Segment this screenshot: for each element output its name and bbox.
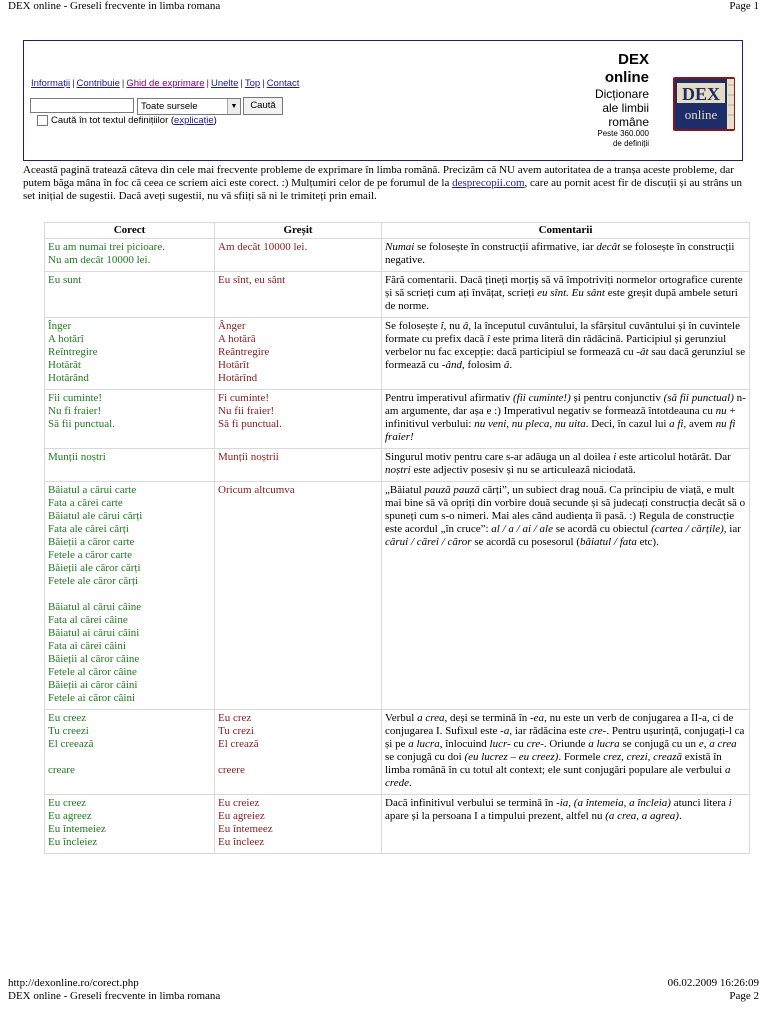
cell-corect xyxy=(45,449,215,482)
forum-link[interactable]: desprecopii.com xyxy=(452,177,525,189)
comment-text: Singurul motiv pentru care s-ar adăuga un al doilea xyxy=(385,451,614,463)
wrong-form: Eu sînt, eu sânt xyxy=(218,274,286,286)
nav-link-contribuie[interactable]: Contribuie xyxy=(76,78,120,89)
comment-text: , nu este un verb de conjugarea a II-a, ci de conjugarea I. Sufixul este xyxy=(385,712,734,737)
brand-count-1: Peste 360.000 xyxy=(597,129,649,138)
print-title: DEX online - Greseli frecvente in limba romana xyxy=(8,0,221,12)
comment-emphasis: crez, crezi, crează xyxy=(603,751,683,763)
comment-text: Se folosește xyxy=(385,320,441,332)
wrong-form: Reântregire xyxy=(218,346,270,358)
comment-text: . Formele xyxy=(558,751,604,763)
cell-corect xyxy=(45,390,215,449)
cell-comentarii xyxy=(382,272,750,318)
table-row xyxy=(45,710,750,795)
comment-text: , xyxy=(703,738,710,750)
comment-text: , iar rădăcina este xyxy=(509,725,590,737)
comment-text: se acordă cu posesorul ( xyxy=(471,536,580,548)
cell-comentarii xyxy=(382,318,750,390)
comment-text: apare și la persoana I a timpului prezent, altfel nu xyxy=(385,810,606,822)
cell-comentarii xyxy=(382,449,750,482)
correct-form: Tu creezi xyxy=(48,725,89,737)
cell-comentarii xyxy=(382,390,750,449)
comment-emphasis: eu sînt. Eu sânt xyxy=(537,287,605,299)
wrong-form: Am decât 10000 lei. xyxy=(218,241,308,253)
brand-sub-3: române xyxy=(608,115,649,129)
wrong-form: Nu fii fraier! xyxy=(218,405,275,417)
comment-text: . Pentru ușurință, conjugați-l ca și pe xyxy=(385,725,745,750)
comment-text: . xyxy=(678,810,682,822)
comment-emphasis: -ea xyxy=(530,712,545,724)
comment-text: este greșit după ambele seturi de norme. xyxy=(385,287,738,312)
comment-emphasis: (a crea, a agrea) xyxy=(605,810,679,822)
comment-text: există în limba română în cu totul alt context; ele sunt conjugări populare ale verbului xyxy=(385,751,725,776)
wrong-form: Să fi punctual. xyxy=(218,418,282,430)
comment-emphasis: al / a / ai / ale xyxy=(491,523,554,535)
correct-form: Fetele ai căror câini xyxy=(48,692,136,704)
comment-emphasis: pauză pauză xyxy=(424,484,480,496)
correct-form: Fetele a căror carte xyxy=(48,549,132,561)
comment-text: se folosește în construcții negative. xyxy=(385,241,735,266)
comment-text: Verbul xyxy=(385,712,418,724)
brand-count-2: de definiții xyxy=(612,139,649,148)
fulltext-checkbox[interactable] xyxy=(37,115,48,126)
search-input[interactable] xyxy=(30,98,134,113)
correct-form: Fata ai cărei câini xyxy=(48,640,126,652)
comment-emphasis: a lucra xyxy=(588,738,620,750)
cell-gresit xyxy=(215,482,382,710)
cell-corect xyxy=(45,272,215,318)
brand-sub-1: Dicționare xyxy=(594,87,649,101)
fulltext-option: Caută în tot textul definițiilor ( explicație ) xyxy=(37,115,217,126)
correct-form: Eu creez xyxy=(48,712,87,724)
cell-comentarii xyxy=(382,795,750,854)
comment-text: Dacă infinitivul verbului se termină în xyxy=(385,797,557,809)
correct-form: Eu am numai trei picioare. xyxy=(48,241,165,253)
cell-corect xyxy=(45,795,215,854)
comment-emphasis: cărui / cărei / căror xyxy=(385,536,472,548)
comment-emphasis: (fii cuminte!) xyxy=(513,392,571,404)
comment-text: Fără comentarii. Dacă țineți morțiș să vă împotriviți normelor ortografice curente și să scrieți cum ați învățat, scrieți xyxy=(385,274,743,299)
correct-form: Băiatul ale cărui cărți xyxy=(48,510,143,522)
comment-emphasis: -ând xyxy=(441,359,462,371)
correct-form: Băieții ale căror cărți xyxy=(48,562,141,574)
wrong-form xyxy=(218,751,378,764)
wrong-form: Eu încleez xyxy=(218,836,265,848)
comment-text: „Băiatul xyxy=(385,484,425,496)
comment-emphasis: decât xyxy=(596,241,621,253)
comment-emphasis: â xyxy=(462,320,469,332)
comment-emphasis: noștri xyxy=(385,464,411,476)
cell-corect xyxy=(45,482,215,710)
comment-emphasis: (să fii punctual) xyxy=(663,392,734,404)
search-button[interactable]: Caută xyxy=(243,97,283,115)
comment-emphasis: cre- xyxy=(526,738,544,750)
comment-text: , folosim xyxy=(461,359,504,371)
correct-form: Înger xyxy=(48,320,72,332)
page-number-bottom: Page 2 xyxy=(729,990,759,1002)
comment-text: , nu xyxy=(443,320,463,332)
top-nav: Informații | Contribuie | Ghid de exprimare | Unelte | Top | Contact xyxy=(31,78,300,89)
correct-form: Hotărât xyxy=(48,359,81,371)
table-row xyxy=(45,272,750,318)
intro-text-1: Această pagină tratează câteva din cele mai frecvente probleme de exprimare în limba română. Precizăm că NU avem autoritatea de a tranșa aceste probleme, dar putem băga mâna în foc că ceea ce scriem aici este corect. :) Mulțumiri celor de pe forumul de la xyxy=(23,164,734,189)
print-title-bottom: DEX online - Greseli frecvente in limba romana xyxy=(8,990,221,1002)
comment-text: sau dacă gerunziul se formează cu xyxy=(385,346,746,371)
comment-text: este prima literă din rădăcină. Participiul și gerunziul verbelor nu fac excepție: dacă participiul se formează cu xyxy=(385,333,727,358)
wrong-form: Eu creiez xyxy=(218,797,260,809)
explain-link[interactable]: explicație xyxy=(174,115,214,126)
nav-link-ghid[interactable]: Ghid de exprimare xyxy=(126,78,205,89)
fulltext-label: Caută în tot textul definițiilor xyxy=(51,115,169,126)
comment-emphasis: e xyxy=(698,738,704,750)
correct-form: Eu sunt xyxy=(48,274,82,286)
cell-corect xyxy=(45,239,215,272)
print-footer xyxy=(8,977,759,1003)
correct-form: Băiatul al cărui câine xyxy=(48,601,142,613)
correct-form: Nu fi fraier! xyxy=(48,405,102,417)
comment-text: se acordă cu obiectul xyxy=(553,523,652,535)
cell-gresit xyxy=(215,272,382,318)
correct-form: Munții noștri xyxy=(48,451,106,463)
comment-emphasis: cre- xyxy=(589,725,607,737)
comment-emphasis: â xyxy=(503,359,510,371)
comment-text: , avem xyxy=(683,418,716,430)
wrong-form: El crează xyxy=(218,738,259,750)
correct-form: Băiatul ai cărui câini xyxy=(48,627,140,639)
comment-text: , iar xyxy=(723,523,741,535)
correct-form: Băiatul a cărui carte xyxy=(48,484,137,496)
comment-text: Pentru imperativul afirmativ xyxy=(385,392,513,404)
wrong-form: Oricum altcumva xyxy=(218,484,295,496)
correct-form: Fetele al căror câine xyxy=(48,666,137,678)
comment-emphasis: -a xyxy=(500,725,510,737)
cell-corect xyxy=(45,710,215,795)
correct-form: Băieții al căror câine xyxy=(48,653,140,665)
print-url: http://dexonline.ro/corect.php xyxy=(8,977,139,989)
comment-emphasis: a crea xyxy=(417,712,445,724)
wrong-form: Ânger xyxy=(218,320,246,332)
comment-text: + infinitivul verbului: xyxy=(385,405,736,430)
comment-emphasis: (cartea / cărțile) xyxy=(651,523,724,535)
table-row xyxy=(45,795,750,854)
wrong-form: Eu agreiez xyxy=(218,810,265,822)
comment-emphasis: băiatul / fata xyxy=(580,536,637,548)
cell-gresit xyxy=(215,449,382,482)
brand-block xyxy=(595,51,649,149)
correct-form: Să fii punctual. xyxy=(48,418,115,430)
comment-text: este articolul hotărât. Dar xyxy=(616,451,731,463)
cell-gresit xyxy=(215,710,382,795)
wrong-form: creere xyxy=(218,764,245,776)
correct-form: Fata al cărei câine xyxy=(48,614,128,626)
table-row xyxy=(45,239,750,272)
header-corect: Corect xyxy=(45,223,215,239)
comment-text: . Deci, în cazul lui xyxy=(585,418,670,430)
comment-text: , înlocuind xyxy=(439,738,490,750)
comment-emphasis: nu fi fraier! xyxy=(385,418,736,443)
comment-emphasis: Numai xyxy=(385,241,415,253)
table-body xyxy=(45,239,750,854)
cell-comentarii xyxy=(382,482,750,710)
correct-form: El creează xyxy=(48,738,94,750)
comment-emphasis: (eu lucrez – eu creez) xyxy=(464,751,559,763)
cell-gresit xyxy=(215,318,382,390)
comment-emphasis: î xyxy=(440,320,444,332)
correct-form: Eu agreez xyxy=(48,810,92,822)
comment-text: se conjugă cu doi xyxy=(385,751,465,763)
correct-form: Eu creez xyxy=(48,797,87,809)
comment-text: , deși se termină în xyxy=(444,712,531,724)
correct-form: Fii cuminte! xyxy=(48,392,103,404)
table-header-row xyxy=(45,223,750,239)
correct-form xyxy=(48,588,211,601)
wrong-form: Eu crez xyxy=(218,712,252,724)
comment-text: se folosește în construcții afirmative, iar xyxy=(414,241,597,253)
intro-paragraph xyxy=(23,164,747,203)
correct-form: Eu întemeiez xyxy=(48,823,106,835)
nav-link-contact[interactable]: Contact xyxy=(266,78,300,89)
comment-text: n-am argumente, dar așa e :) Imperativul negativ se formează întotdeauna cu xyxy=(385,392,746,417)
logo-text-online: online xyxy=(684,107,718,122)
comment-text: cărți”, un subiect drag nouă. Ca principiu de viață, e mult mai bine să vă opriți din vorbire două secunde și să judecați construcția decât să o spuneți cum s-o nimeri. Mai ales când audiența îi pasă. :) Regula de construcție este acordul „în cruce”: xyxy=(385,484,746,535)
comment-emphasis: î xyxy=(487,333,491,345)
source-select-value: Toate sursele xyxy=(141,101,198,112)
brand-title-online: online xyxy=(604,69,649,86)
comment-text: . Oriunde xyxy=(543,738,589,750)
cell-gresit xyxy=(215,390,382,449)
dex-book-logo[interactable] xyxy=(669,75,739,133)
correct-form: Fata ale cărei cărți xyxy=(48,523,129,535)
wrong-form: Hotărît xyxy=(218,359,250,371)
correct-form: Reîntregire xyxy=(48,346,98,358)
source-select[interactable] xyxy=(137,98,241,115)
correct-form: Fata a cărei carte xyxy=(48,497,123,509)
comment-text: . xyxy=(509,359,513,371)
corrections-table xyxy=(44,222,750,854)
correct-form xyxy=(48,751,211,764)
comment-text: cu xyxy=(510,738,527,750)
wrong-form: Munții noștrii xyxy=(218,451,279,463)
cell-comentarii xyxy=(382,239,750,272)
brand-title-dex: DEX xyxy=(618,51,649,68)
wrong-form: Fi cuminte! xyxy=(218,392,270,404)
correct-form: Fetele ale căror cărți xyxy=(48,575,139,587)
comment-text: , la începutul cuvântului, la sfârșitul cuvântului și în cuvintele formate cu prefix dacă xyxy=(385,320,740,345)
intro-text-2: , care au pornit acest fir de discuții și au strâns un set inițial de sugestii. Dacă aveți sugestii, nu vă sfiiți să ni le trimiteți prin email. xyxy=(23,177,743,202)
nav-link-unelte[interactable]: Unelte xyxy=(210,78,239,89)
header-comentarii: Comentarii xyxy=(382,223,750,239)
table-row xyxy=(45,318,750,390)
comment-text: atunci litera xyxy=(670,797,729,809)
comment-emphasis: nu xyxy=(715,405,727,417)
brand-sub-2: ale limbii xyxy=(602,101,649,115)
comment-text: este adjectiv posesiv și nu se articulează niciodată. xyxy=(410,464,636,476)
cell-gresit xyxy=(215,795,382,854)
print-datetime: 06.02.2009 16:26:09 xyxy=(667,977,759,989)
comment-emphasis: -ât xyxy=(636,346,649,358)
comment-emphasis: lucr- xyxy=(489,738,511,750)
table-row xyxy=(45,390,750,449)
correct-form: Nu am decât 10000 lei. xyxy=(48,254,151,266)
table-row xyxy=(45,482,750,710)
comment-emphasis: a fi xyxy=(669,418,684,430)
comment-text: se conjugă cu un xyxy=(619,738,699,750)
wrong-form: Eu întemeez xyxy=(218,823,273,835)
comment-text: și pentru conjunctiv xyxy=(570,392,664,404)
correct-form: A hotărî xyxy=(48,333,84,345)
nav-link-top[interactable]: Top xyxy=(244,78,261,89)
comment-emphasis: a crede xyxy=(385,764,731,789)
header-box xyxy=(23,40,743,161)
nav-link-informatii[interactable]: Informații xyxy=(31,78,71,89)
logo-text-dex: DEX xyxy=(681,84,721,104)
header-gresit: Greșit xyxy=(215,223,382,239)
correct-form: Eu încleiez xyxy=(48,836,98,848)
correct-form: Băieții a căror carte xyxy=(48,536,135,548)
cell-gresit xyxy=(215,239,382,272)
comment-text: . xyxy=(409,777,412,789)
cell-comentarii xyxy=(382,710,750,795)
comment-emphasis: -ia, (a întemeia, a încleia) xyxy=(556,797,671,809)
correct-form: Hotărând xyxy=(48,372,89,384)
print-header xyxy=(8,0,759,13)
page-number-top: Page 1 xyxy=(729,0,759,12)
table-row xyxy=(45,449,750,482)
wrong-form: Hotărînd xyxy=(218,372,258,384)
correct-form: creare xyxy=(48,764,75,776)
comment-emphasis: i xyxy=(728,797,732,809)
dropdown-arrow-icon[interactable]: ▼ xyxy=(227,99,240,114)
wrong-form: A hotărâ xyxy=(218,333,256,345)
comment-emphasis: a crea xyxy=(709,738,737,750)
cell-corect xyxy=(45,318,215,390)
comment-emphasis: a lucra xyxy=(408,738,440,750)
comment-text: etc). xyxy=(636,536,659,548)
wrong-form: Tu crezi xyxy=(218,725,254,737)
correct-form: Băieții ai căror câini xyxy=(48,679,138,691)
comment-emphasis: i xyxy=(613,451,617,463)
comment-emphasis: nu veni, nu pleca, nu uita xyxy=(474,418,586,430)
